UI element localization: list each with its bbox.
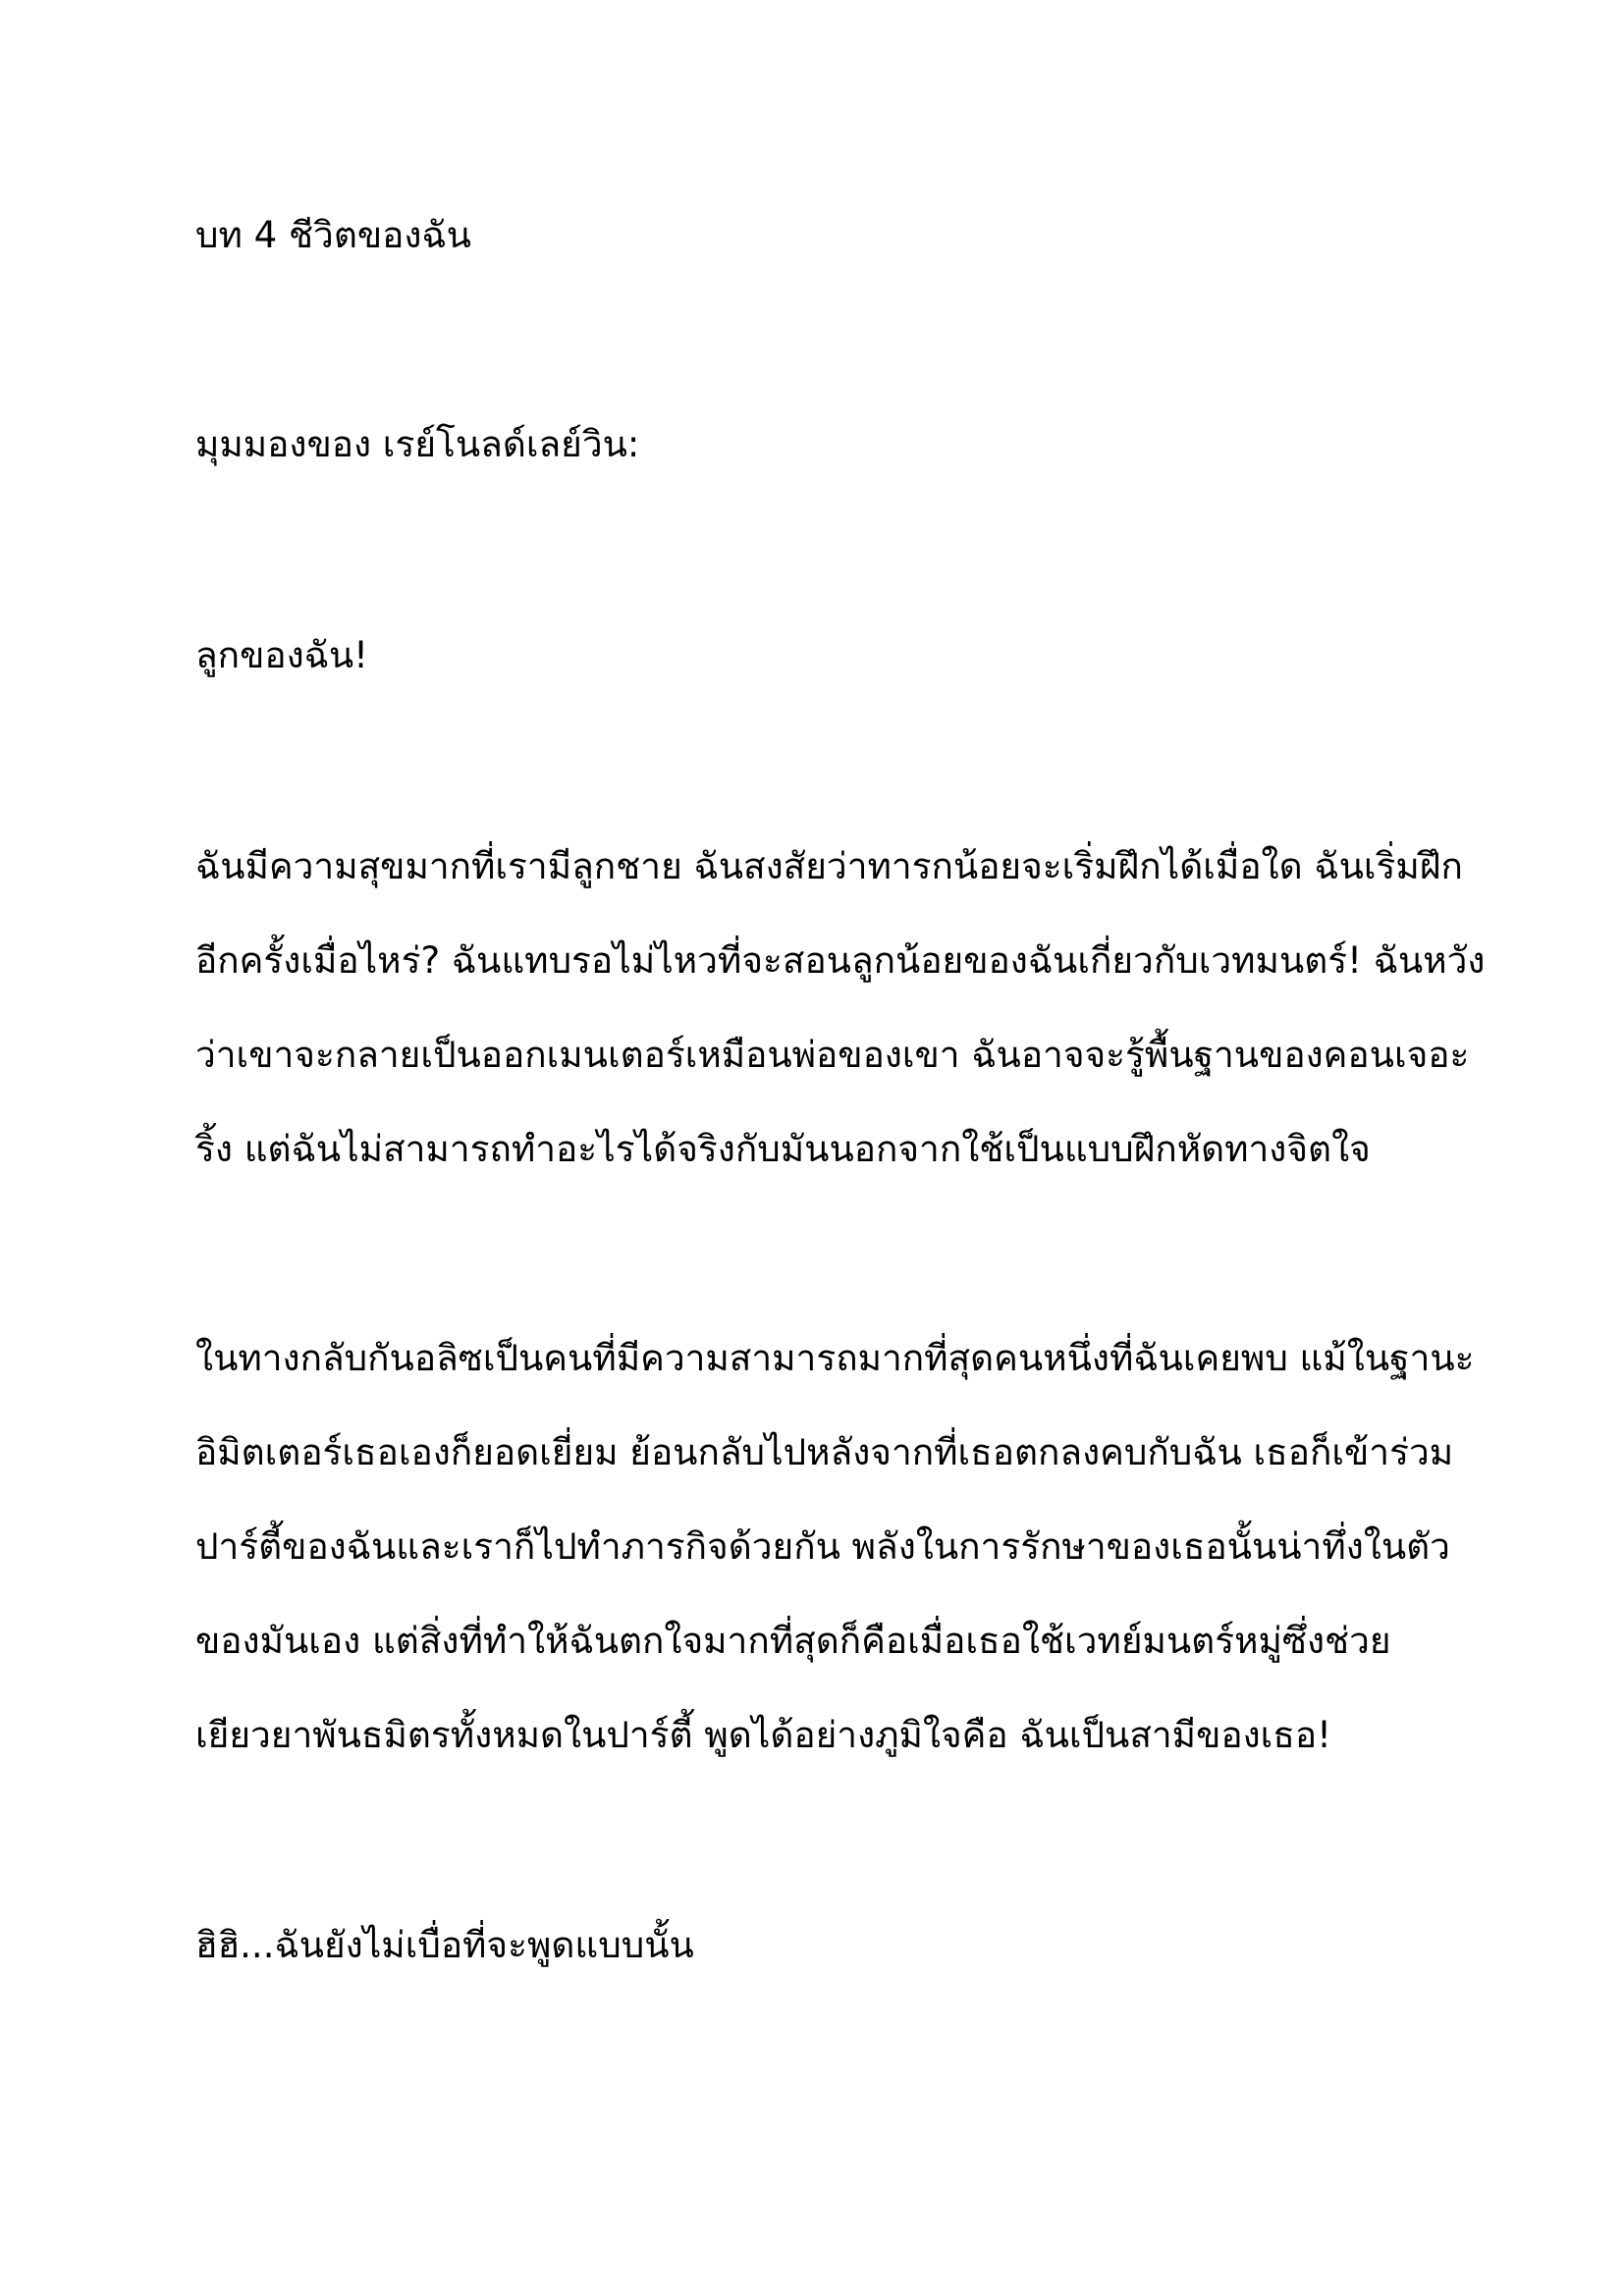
pov-line: มุมมองของ เรย์โนลด์เลย์วิน: <box>195 423 640 465</box>
chapter-title: บท 4 ชีวิตของฉัน <box>195 214 471 256</box>
closing-line: ฮิฮิ...ฉันยังไม่เบื่อที่จะพูดแบบนั้น <box>195 1924 694 1966</box>
paragraph-line: อิมิตเตอร์เธอเองก็ยอดเยี่ยม ย้อนกลับไปหลังจากที่เธอตกลงคบกับฉัน เธอก็เข้าร่วม <box>195 1431 1454 1473</box>
paragraph-line: ของมันเอง แต่สิ่งที่ทำให้ฉันตกใจมากที่สุดก็คือเมื่อเธอใช้เวทย์มนตร์หมู่ซึ่งช่วย <box>195 1620 1391 1662</box>
paragraph-line: อีกครั้งเมื่อไหร่? ฉันแทบรอไม่ไหวที่จะสอนลูกน้อยของฉันเกี่ยวกับเวทมนตร์! ฉันหวัง <box>195 939 1486 982</box>
paragraph-line: ริ้ง แต่ฉันไม่สามารถทำอะไรได้จริงกับมันนอกจากใช้เป็นแบบฝึกหัดทางจิตใจ <box>195 1128 1371 1170</box>
paragraph-line: ปาร์ตี้ของฉันและเราก็ไปทำภารกิจด้วยกัน พลังในการรักษาของเธอนั้นน่าทึ่งในตัว <box>195 1525 1450 1568</box>
exclamation-line: ลูกของฉัน! <box>195 634 368 676</box>
paragraph-line: เยียวยาพันธมิตรทั้งหมดในปาร์ตี้ พูดได้อย่างภูมิใจคือ ฉันเป็นสามีของเธอ! <box>195 1714 1331 1756</box>
paragraph-line: ในทางกลับกันอลิซเป็นคนที่มีความสามารถมากที่สุดคนหนึ่งที่ฉันเคยพบ แม้ในฐานะ <box>195 1337 1475 1379</box>
paragraph-line: ว่าเขาจะกลายเป็นออกเมนเตอร์เหมือนพ่อของเขา ฉันอาจจะรู้พื้นฐานของคอนเจอะ <box>195 1034 1470 1076</box>
paragraph-line: ฉันมีความสุขมากที่เรามีลูกชาย ฉันสงสัยว่าทารกน้อยจะเริ่มฝึกได้เมื่อใด ฉันเริ่มฝึก <box>195 845 1463 887</box>
